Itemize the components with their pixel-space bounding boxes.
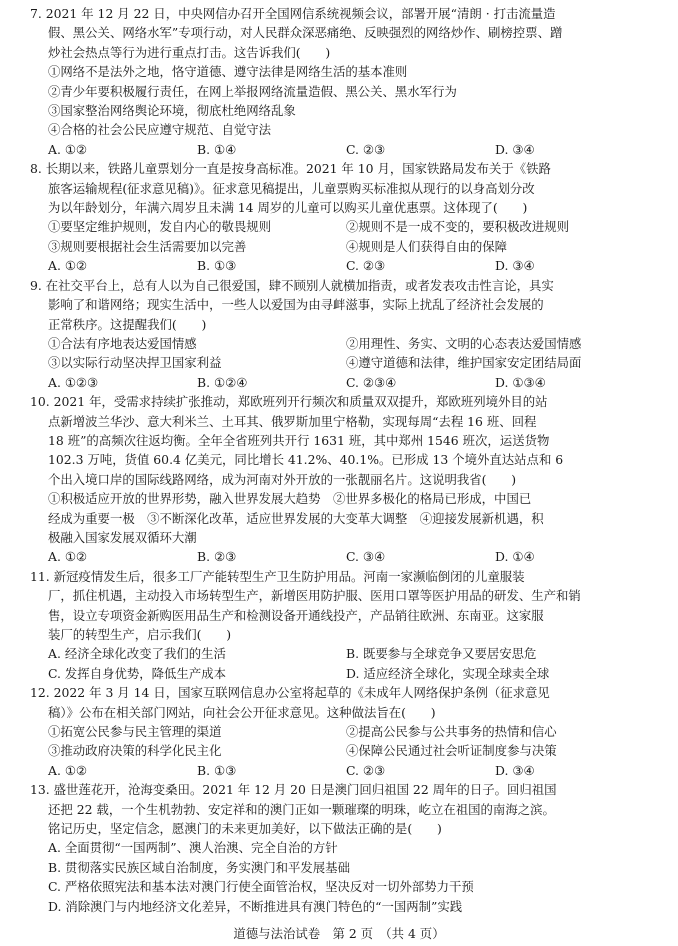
- question-stem-line: 旅客运输规程(征求意见稿)》。征求意见稿提出，儿童票购买标准拟从现行的以身高划分改: [48, 180, 535, 196]
- option-d: D. 消除澳门与内地经济文化差异，不断推进具有澳门特色的“一国两制”实践: [48, 898, 463, 914]
- statement-item: ②规则不是一成不变的，要积极改进规则: [346, 219, 570, 235]
- question-stem-line: 18 班”的高频次往返均衡。全年全省班列共开行 1631 班，其中郑州 1546 班次，运送货物: [48, 432, 550, 448]
- question-stem-line: 12. 2022 年 3 月 14 日，国家互联网信息办公室将起草的《未成年人网络保护条例（征求意见: [30, 685, 550, 701]
- option-d: D. ③④: [495, 762, 535, 778]
- statement-item: ①拓宽公民参与民主管理的渠道: [48, 724, 222, 740]
- question-stem-line: 点新增波兰华沙、意大利米兰、土耳其、俄罗斯加里宁格勒，实现每周“去程 16 班、回程: [48, 413, 537, 429]
- question-stem-line: 稿）》公布在相关部门网站，向社会公开征求意见。这种做法旨在( ): [48, 704, 436, 720]
- answer-options: [30, 644, 644, 663]
- question-13: [30, 780, 644, 916]
- option-b: B. ①③: [197, 258, 237, 274]
- option-c: C. ②③: [346, 141, 386, 157]
- answer-options: [30, 140, 644, 159]
- question-stem-line: 8. 长期以来，铁路儿童票划分一直是按身高标准。2021 年 10 月，国家铁路局发布关于《铁路: [30, 161, 551, 177]
- option-a: A. ①②③: [48, 374, 99, 390]
- statement-item: ①网络不是法外之地，恪守道德、遵守法律是网络生活的基本准则: [48, 64, 408, 80]
- option-c: C. 发挥自身优势，降低生产成本: [48, 665, 226, 681]
- statement-line: 经成为重要一极 ③不断深化改革，适应世界发展的大变革大调整 ④迎接发展新机遇，积: [48, 510, 544, 526]
- question-8: [30, 159, 644, 275]
- statement-item: ②用理性、务实、文明的心态表达爱国情感: [346, 335, 582, 351]
- answer-options: [30, 547, 644, 566]
- question-stem-line: 炒社会热点等行为进行重点打击。这告诉我们( ): [48, 44, 331, 60]
- statement-item: ②提高公民参与公共事务的热情和信心: [346, 724, 557, 740]
- question-12: [30, 683, 644, 780]
- question-stem-line: 102.3 万吨，货值 60.4 亿美元，同比增长 41.2%、40.1%。已形成 13 个境外直达站点和 6: [48, 452, 564, 468]
- statement-item: ③以实际行动坚决捍卫国家利益: [48, 355, 222, 371]
- option-b: B. 贯彻落实民族区域自治制度，务实澳门和平发展基础: [48, 859, 350, 875]
- question-stem-line: 装厂的转型生产，启示我们( ): [48, 627, 232, 642]
- question-stem-line: 影响了和谐网络；现实生活中，一些人以爱国为由寻衅滋事，实际上扰乱了经济社会发展的: [48, 297, 544, 313]
- option-a: A. 经济全球化改变了我们的生活: [48, 646, 226, 662]
- statement-row: [30, 741, 644, 760]
- statement-row: [30, 217, 644, 236]
- question-stem-line: 个出入境口岸的国际线路网络，成为河南对外开放的一张靓丽名片。这说明我省( ): [48, 471, 517, 487]
- answer-options: [30, 664, 644, 683]
- question-stem-line: 还把 22 载，一个生机勃勃、安定祥和的澳门正如一颗璀璨的明珠，屹立在祖国的南海之滨。: [48, 801, 555, 817]
- answer-options: [30, 256, 644, 275]
- option-c: C. ②③: [346, 258, 386, 274]
- option-a: A. ①②: [48, 258, 88, 274]
- option-b: B. ②③: [197, 549, 237, 565]
- option-d: D. 适应经济全球化，实现全球卖全球: [346, 665, 550, 681]
- option-b: B. 既要参与全球竞争又要居安思危: [346, 646, 537, 662]
- question-stem-line: 13. 盛世莲花开，沧海变桑田。2021 年 12 月 20 日是澳门回归祖国 22 周年的日子。回归祖国: [30, 782, 557, 798]
- question-stem-line: 10. 2021 年，受需求持续扩张推动，郑欧班列开行频次和质量双双提升，郑欧班列境外目的站: [30, 394, 548, 410]
- answer-options: [30, 761, 644, 780]
- statement-row: [30, 334, 644, 353]
- option-c: C. ②③④: [346, 374, 397, 390]
- option-c: C. 严格依照宪法和基本法对澳门行使全面管治权，坚决反对一切外部势力干预: [48, 879, 474, 895]
- question-stem-line: 厂，抓住机遇，主动投入市场转型生产，新增医用防护服、医用口罩等医护用品的研发、生产和销: [48, 588, 581, 604]
- question-11: [30, 567, 644, 683]
- question-stem-line: 售，设立专项资金新购医用品生产和检测设备开通线投产，产品销往欧洲、东南亚。这家服: [48, 607, 544, 623]
- statement-item: ③国家整治网络舆论环境，彻底杜绝网络乱象: [48, 103, 296, 119]
- page-footer: 道德与法治试卷 第 2 页 （共 4 页）: [233, 926, 445, 941]
- option-a: A. ①②: [48, 141, 88, 157]
- option-d: D. ③④: [495, 141, 535, 157]
- question-stem-line: 9. 在社交平台上，总有人以为自己很爱国，肆不顾别人就横加指责，或者发表攻击性言论，具实: [30, 277, 554, 293]
- option-d: D. ①③④: [495, 374, 546, 390]
- option-b: B. ①②④: [197, 374, 248, 390]
- statement-item: ④规则是人们获得自由的保障: [346, 238, 508, 254]
- statement-item: ③规则要根据社会生活需要加以完善: [48, 238, 247, 254]
- statement-row: [30, 722, 644, 741]
- statement-item: ③推动政府决策的科学化民主化: [48, 743, 222, 759]
- statement-line: ①积极适应开放的世界形势，融入世界发展大趋势 ②世界多极化的格局已形成，中国已: [48, 491, 532, 507]
- option-c: C. ③④: [346, 549, 386, 565]
- statement-item: ④遵守道德和法律，维护国家安定团结局面: [346, 355, 582, 371]
- option-a: A. ①②: [48, 762, 88, 778]
- statement-item: ①要坚定维护规则，发自内心的敬畏规则: [48, 219, 272, 235]
- option-b: B. ①④: [197, 141, 237, 157]
- statement-item: ④保障公民通过社会听证制度参与决策: [346, 743, 557, 759]
- question-stem-line: 正常秩序。这提醒我们( ): [48, 316, 207, 332]
- question-10: [30, 392, 644, 567]
- question-stem-line: 假、黑公关、网络水军”专项行动，对人民群众深恶痛绝、反映强烈的网络炒作、刷榜控票、蹭: [48, 25, 563, 41]
- option-d: D. ①④: [495, 549, 535, 565]
- statement-item: ①合法有序地表达爱国情感: [48, 335, 197, 351]
- statement-line: 极融入国家发展双循环大潮: [48, 529, 197, 545]
- answer-options: [30, 373, 644, 392]
- question-stem-line: 7. 2021 年 12 月 22 日，中央网信办召开全国网信系统视频会议，部署开展“清朗 · 打击流量造: [30, 6, 556, 21]
- option-b: B. ①③: [197, 762, 237, 778]
- statement-row: [30, 237, 644, 256]
- option-c: C. ②③: [346, 762, 386, 778]
- question-stem-line: 铭记历史，坚定信念，愿澳门的未来更加美好，以下做法正确的是( ): [48, 821, 442, 837]
- option-a: A. 全面贯彻“一国两制”、澳人治澳、完全自治的方针: [48, 840, 338, 856]
- question-stem-line: 为以年龄划分，年满六周岁且未满 14 周岁的儿童可以购买儿童优惠票。这体现了( ): [48, 200, 528, 216]
- question-7: [30, 4, 644, 159]
- question-9: [30, 276, 644, 392]
- statement-item: ②青少年要积极履行责任，在网上举报网络流量造假、黑公关、黑水军行为: [48, 83, 457, 99]
- statement-row: [30, 353, 644, 372]
- option-a: A. ①②: [48, 549, 88, 565]
- question-stem-line: 11. 新冠疫情发生后，很多工厂产能转型生产卫生防护用品。河南一家濒临倒闭的儿童服装: [30, 568, 525, 584]
- statement-item: ④合格的社会公民应遵守规范、自觉守法: [48, 122, 272, 138]
- option-d: D. ③④: [495, 258, 535, 274]
